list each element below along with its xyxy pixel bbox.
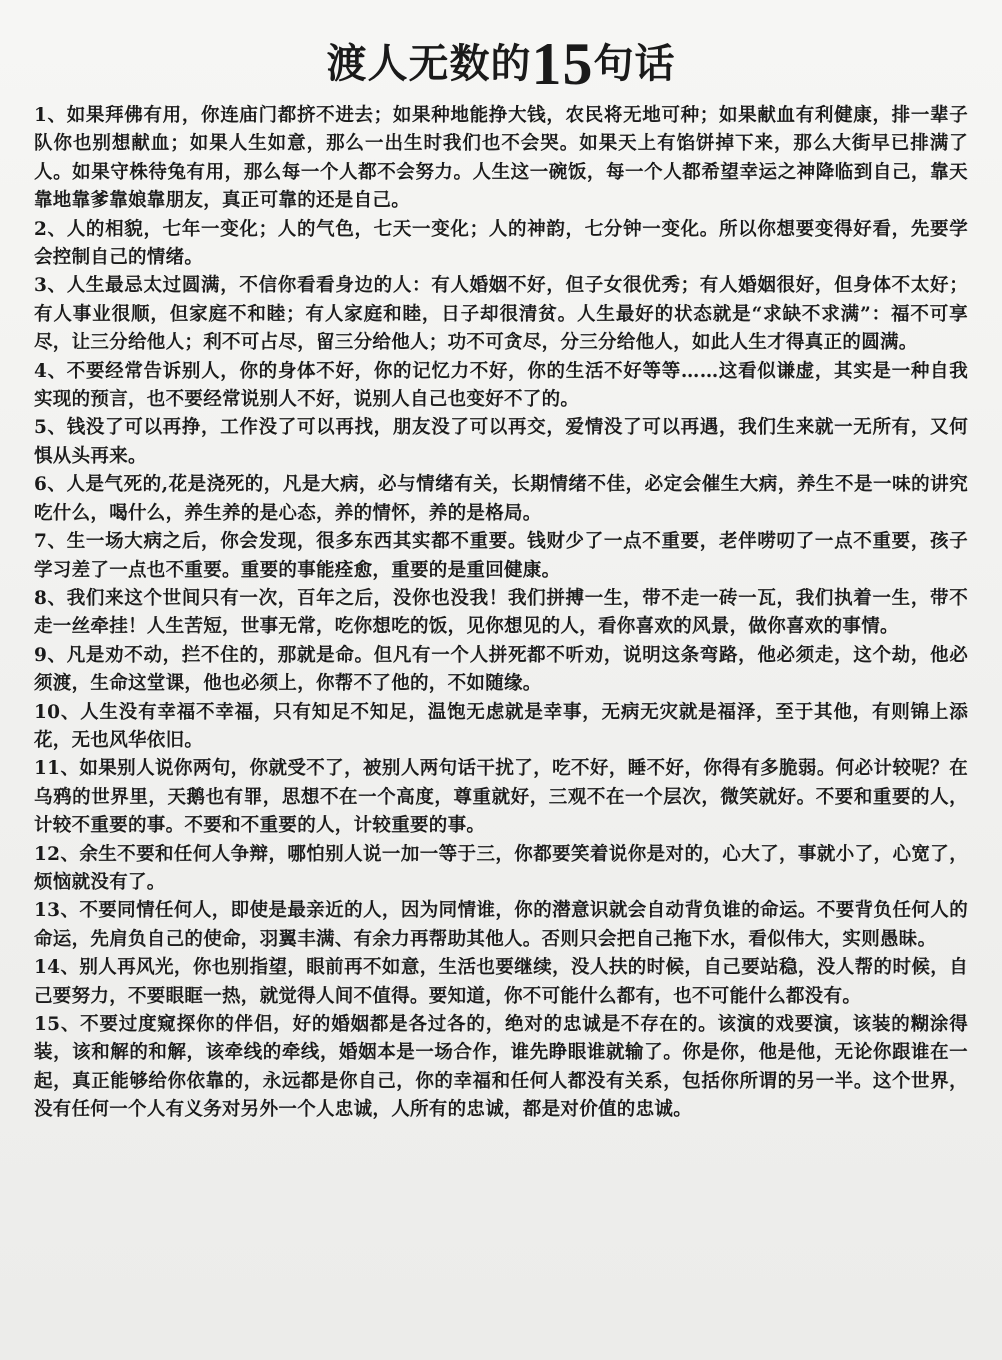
title-number: 15 bbox=[531, 31, 594, 97]
sayings-list bbox=[34, 102, 968, 1125]
title-prefix: 渡人无数的 bbox=[326, 40, 532, 87]
document-title bbox=[34, 31, 968, 97]
saying-item: 2、人的相貌，七年一变化；人的气色，七天一变化；人的神韵，七分钟一变化。所以你想要变得好看，先要学会控制自己的情绪。 bbox=[34, 218, 968, 269]
saying-item: 9、凡是劝不动，拦不住的，那就是命。但凡有一个人拼死都不听劝，说明这条弯路，他必须走，这个劫，他必须渡，生命这堂课，他也必须上，你帮不了他的，不如随缘。 bbox=[34, 644, 968, 695]
title-suffix: 句话 bbox=[593, 40, 676, 87]
saying-item: 15、不要过度窥探你的伴侣，好的婚姻都是各过各的，绝对的忠诚是不存在的。该演的戏要演，该装的糊涂得装，该和解的和解，该牵线的牵线，婚姻本是一场合作，谁先睁眼谁就输了。你是你，他是他，无论你跟谁在一起，真正能够给你依靠的，永远都是你自己，你的幸福和任何人都没有关系，包括你所谓的另一半。这个世界，没有任何一个人有义务对另外一个人忠诚，人所有的忠诚，都是对价值的忠诚。 bbox=[34, 1014, 968, 1121]
saying-item: 3、人生最忌太过圆满，不信你看看身边的人：有人婚姻不好，但子女很优秀；有人婚姻很好，但身体不太好；有人事业很顺，但家庭不和睦；有人家庭和睦，日子却很清贫。人生最好的状态就是“求缺不求满”：福不可享尽，让三分给他人；利不可占尽，留三分给他人；功不可贪尽，分三分给他人，如此人生才得真正的圆满。 bbox=[34, 275, 968, 354]
saying-item: 8、我们来这个世间只有一次，百年之后，没你也没我！我们拼搏一生，带不走一砖一瓦，我们执着一生，带不走一丝牵挂！人生苦短，世事无常，吃你想吃的饭，见你想见的人，看你喜欢的风景，做你喜欢的事情。 bbox=[34, 587, 968, 638]
saying-item: 11、如果别人说你两句，你就受不了，被别人两句话干扰了，吃不好，睡不好，你得有多脆弱。何必计较呢？在乌鸦的世界里，天鹅也有罪，思想不在一个高度，尊重就好，三观不在一个层次，微笑就好。不要和重要的人，计较不重要的事。不要和不重要的人，计较重要的事。 bbox=[34, 758, 968, 837]
saying-item: 6、人是气死的,花是浇死的，凡是大病，必与情绪有关，长期情绪不佳，必定会催生大病，养生不是一味的讲究吃什么，喝什么，养生养的是心态，养的情怀，养的是格局。 bbox=[34, 474, 968, 524]
saying-item: 5、钱没了可以再挣，工作没了可以再找，朋友没了可以再交，爱情没了可以再遇，我们生来就一无所有，又何惧从头再来。 bbox=[34, 417, 968, 467]
saying-item: 13、不要同情任何人，即使是最亲近的人，因为同情谁，你的潜意识就会自动背负谁的命运。不要背负任何人的命运，先肩负自己的使命，羽翼丰满、有余力再帮助其他人。否则只会把自己拖下水，看似伟大，实则愚昧。 bbox=[34, 900, 968, 950]
saying-item: 1、如果拜佛有用，你连庙门都挤不进去；如果种地能挣大钱，农民将无地可种；如果献血有利健康，排一辈子队你也别想献血；如果人生如意，那么一出生时我们也不会哭。如果天上有馅饼掉下来，那么大街早已排满了人。如果守株待兔有用，那么每一个人都不会努力。人生这一碗饭，每一个人都希望幸运之神降临到自己，靠天靠地靠爹靠娘靠朋友，真正可靠的还是自己。 bbox=[34, 105, 968, 212]
saying-item: 12、余生不要和任何人争辩，哪怕别人说一加一等于三，你都要笑着说你是对的，心大了，事就小了，心宽了，烦恼就没有了。 bbox=[34, 843, 968, 893]
saying-item: 4、不要经常告诉别人，你的身体不好，你的记忆力不好，你的生活不好等等……这看似谦虚，其实是一种自我实现的预言，也不要经常说别人不好，说别人自己也变好不了的。 bbox=[34, 360, 968, 411]
saying-item: 7、生一场大病之后，你会发现，很多东西其实都不重要。钱财少了一点不重要，老伴唠叨了一点不重要，孩子学习差了一点也不重要。重要的事能痊愈，重要的是重回健康。 bbox=[34, 531, 968, 581]
saying-item: 10、人生没有幸福不幸福，只有知足不知足，温饱无虑就是幸事，无病无灾就是福泽，至于其他，有则锦上添花，无也风华依旧。 bbox=[34, 701, 968, 751]
saying-item: 14、别人再风光，你也别指望，眼前再不如意，生活也要继续，没人扶的时候，自己要站稳，没人帮的时候，自己要努力，不要眼眶一热，就觉得人间不值得。要知道，你不可能什么都有，也不可能什么都没有。 bbox=[34, 957, 968, 1007]
